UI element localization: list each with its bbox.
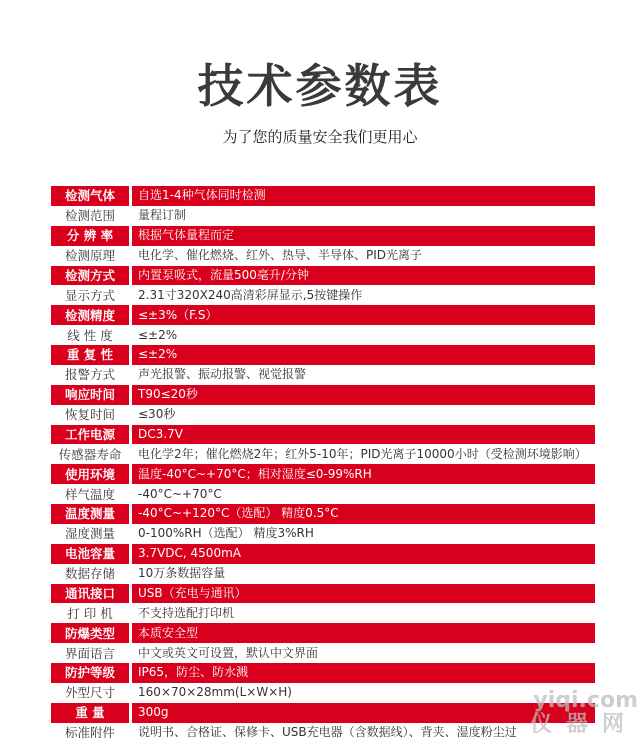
watermark-name: 仪器网 <box>529 712 638 737</box>
param-label: 工作电源 <box>64 426 115 442</box>
param-value: 2.31寸320X240高清彩屏显示,5按键操作 <box>138 287 363 302</box>
table-row <box>51 226 595 246</box>
param-value: ≤±2% <box>138 347 178 362</box>
param-label: 通讯接口 <box>64 585 115 601</box>
param-label: 检测范围 <box>64 208 115 224</box>
param-label: 外型尺寸 <box>64 685 115 701</box>
param-label: 显示方式 <box>64 287 115 303</box>
param-value: ≤30秒 <box>138 407 176 422</box>
table-row <box>51 365 595 385</box>
param-label: 重 量 <box>75 705 105 721</box>
table-row <box>51 524 595 544</box>
table-row <box>51 305 595 325</box>
param-label: 检测气体 <box>64 188 115 204</box>
table-row <box>51 504 595 524</box>
table-row <box>51 564 595 584</box>
param-label: 分 辨 率 <box>66 228 114 244</box>
table-row <box>51 584 595 604</box>
param-value: 自选1-4种气体同时检测 <box>138 188 266 203</box>
param-value: 0-100%RH（选配） 精度3%RH <box>138 526 314 541</box>
param-label: 检测原理 <box>64 248 115 264</box>
page-title: 技术参数表 <box>197 59 443 113</box>
param-value: 说明书、合格证、保修卡、USB充电器（含数据线）、背夹、湿度粉尘过 <box>138 725 517 740</box>
table-row <box>51 186 595 206</box>
param-label: 重 复 性 <box>66 347 114 363</box>
param-label: 电池容量 <box>64 546 115 562</box>
table-row <box>51 484 595 504</box>
param-value: 电化学2年；催化燃烧2年；红外5-10年；PID光离子10000小时（受检测环境影响） <box>138 446 587 461</box>
param-label: 检测精度 <box>64 307 115 323</box>
param-value: 3.7VDC, 4500mA <box>138 546 241 561</box>
table-row <box>51 405 595 425</box>
param-value: 本质安全型 <box>138 625 199 640</box>
param-value: 声光报警、振动报警、视觉报警 <box>138 367 307 382</box>
table-row <box>51 723 595 743</box>
param-label: 恢复时间 <box>64 407 115 423</box>
param-value: T90≤20秒 <box>138 387 198 402</box>
param-label: 界面语言 <box>64 645 115 661</box>
param-value: 根据气体量程而定 <box>138 228 235 243</box>
table-row <box>51 544 595 564</box>
table-row <box>51 425 595 445</box>
table-row <box>51 325 595 345</box>
param-label: 湿度测量 <box>64 526 115 542</box>
param-value: 电化学、催化燃烧、红外、热导、半导体、PID光离子 <box>138 248 423 263</box>
param-label: 标准附件 <box>64 725 115 741</box>
param-label: 检测方式 <box>64 267 115 283</box>
param-label: 报警方式 <box>64 367 115 383</box>
parameter-table <box>51 186 595 743</box>
param-value: DC3.7V <box>138 426 183 441</box>
param-value: USB（充电与通讯） <box>138 585 247 600</box>
param-value: ≤±2% <box>138 327 178 342</box>
watermark-site: yiqi.com <box>533 688 638 713</box>
param-label: 防爆类型 <box>64 625 115 641</box>
param-label: 传感器寿命 <box>58 446 122 462</box>
table-row <box>51 206 595 226</box>
table-row <box>51 285 595 305</box>
table-row <box>51 266 595 286</box>
table-row <box>51 683 595 703</box>
table-row <box>51 246 595 266</box>
table-row <box>51 703 595 723</box>
param-label: 温度测量 <box>64 506 115 522</box>
table-row <box>51 345 595 365</box>
page-subtitle: 为了您的质量安全我们更用心 <box>222 128 418 146</box>
param-label: 响应时间 <box>64 387 115 403</box>
param-value: -40°C~+120°C（选配） 精度0.5°C <box>138 506 339 521</box>
param-value: -40°C~+70°C <box>138 486 222 501</box>
table-row <box>51 643 595 663</box>
table-row <box>51 385 595 405</box>
param-label: 防护等级 <box>64 665 115 681</box>
param-label: 数据存储 <box>64 566 115 582</box>
table-row <box>51 444 595 464</box>
param-label: 使用环境 <box>64 466 115 482</box>
table-row <box>51 603 595 623</box>
param-value: ≤±3%（F.S） <box>138 307 218 322</box>
param-value: 10万条数据容量 <box>138 566 226 581</box>
param-value: IP65，防尘、防水溅 <box>138 665 249 680</box>
param-label: 打 印 机 <box>67 605 113 621</box>
param-value: 温度-40°C~+70°C；相对湿度≤0-99%RH <box>138 466 372 481</box>
param-value: 160×70×28mm(L×W×H) <box>138 685 292 700</box>
param-label: 样气温度 <box>64 486 115 502</box>
param-value: 不支持选配打印机 <box>138 605 235 620</box>
table-row <box>51 623 595 643</box>
param-value: 中文或英文可设置，默认中文界面 <box>138 645 319 660</box>
param-value: 300g <box>138 705 169 720</box>
param-label: 线 性 度 <box>67 327 113 343</box>
table-row <box>51 663 595 683</box>
table-row <box>51 464 595 484</box>
param-value: 量程订制 <box>138 208 187 223</box>
param-value: 内置泵吸式，流量500毫升/分钟 <box>138 267 309 282</box>
